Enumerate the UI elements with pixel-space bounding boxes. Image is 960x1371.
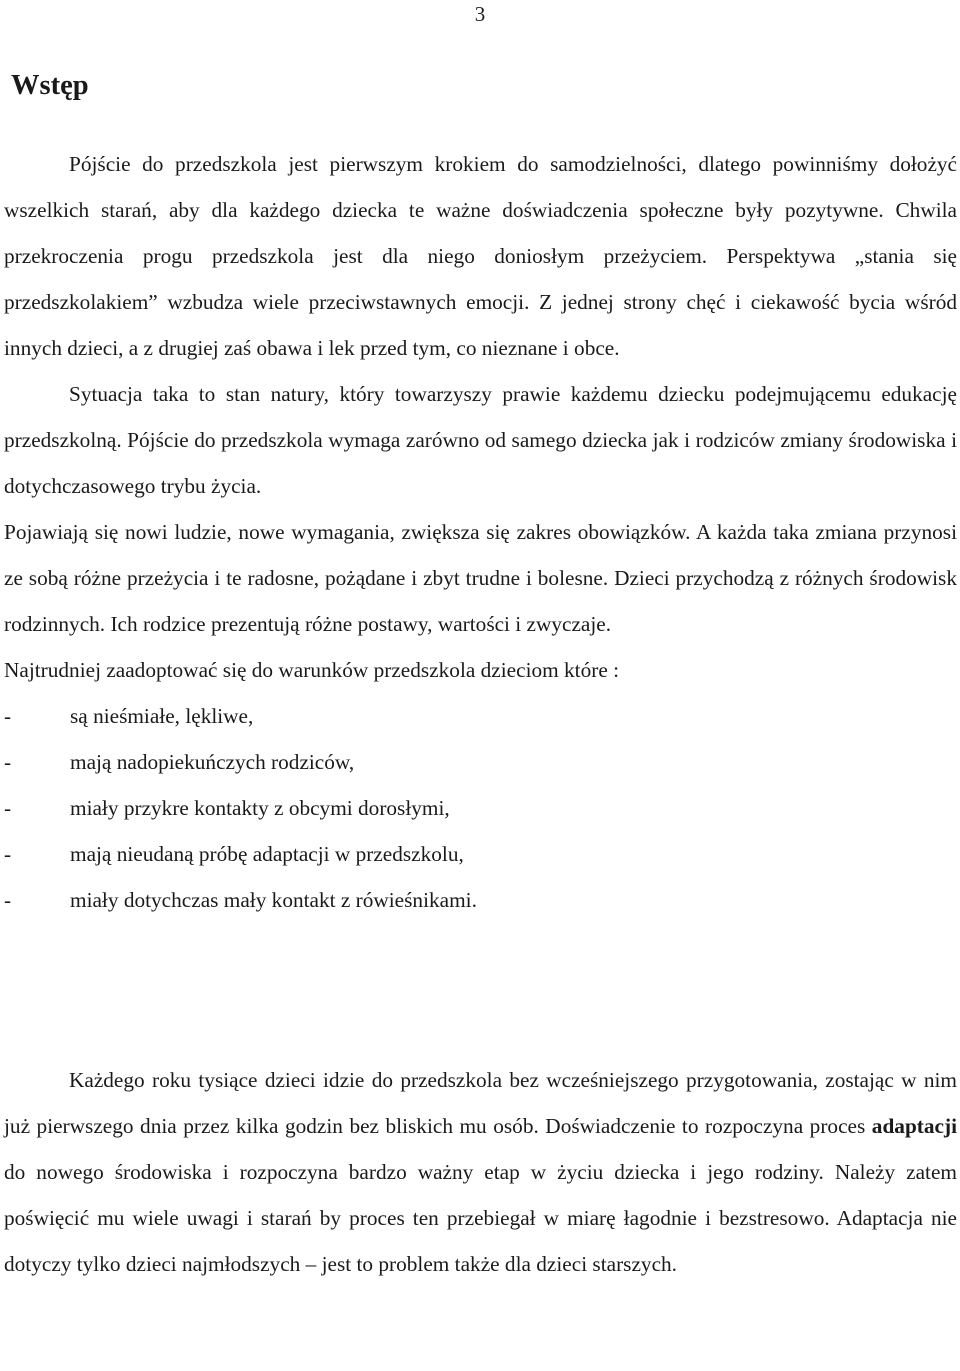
children-list [4, 693, 957, 923]
list-bullet: - [4, 796, 12, 820]
list-item [4, 739, 957, 785]
list-item-text: mają nadopiekuńczych rodziców, [70, 750, 355, 774]
list-bullet: - [4, 842, 12, 866]
list-bullet: - [4, 888, 12, 912]
paragraph-adaptation-text-a: Każdego roku tysiące dzieci idzie do przedszkola bez wcześniejszego przygotowania, zostając w nim już pierwszego dnia przez kilka godzin bez bliskich mu osób. Doświadczenie to rozpoczyna proces [4, 1068, 957, 1138]
list-item [4, 785, 957, 831]
adaptation-section [4, 1057, 957, 1287]
paragraph-adaptation-text-b: do nowego środowiska i rozpoczyna bardzo ważny etap w życiu dziecka i jego rodziny. Należy zatem poświęcić mu wiele uwagi i starań by proces ten przebiegał w miarę łagodnie i bezstresowo. Adaptacja nie dotyczy tylko dzieci najmłodszych – jest to problem także dla dzieci starszych. [4, 1160, 957, 1276]
list-item [4, 693, 957, 739]
page-number: 3 [474, 2, 486, 26]
paragraph-changes: Pojawiają się nowi ludzie, nowe wymagania, zwiększa się zakres obowiązków. A każda taka zmiana przynosi ze sobą różne przeżycia i te radosne, pożądane i zbyt trudne i bolesne. Dzieci przychodzą z różnych środowisk rodzinnych. Ich rodzice prezentują różne postawy, wartości i zwyczaje. [4, 520, 957, 636]
list-item-text: miały przykre kontakty z obcymi dorosłymi, [70, 796, 450, 820]
intro-section [4, 141, 957, 923]
list-item [4, 877, 957, 923]
list-item-text: miały dotychczas mały kontakt z rówieśnikami. [70, 888, 477, 912]
paragraph-adaptation [4, 1057, 957, 1287]
paragraph-list-intro: Najtrudniej zaadoptować się do warunków przedszkola dzieciom które : [4, 658, 620, 682]
list-item-text: są nieśmiałe, lękliwe, [70, 704, 254, 728]
paragraph-intro: Pójście do przedszkola jest pierwszym krokiem do samodzielności, dlatego powinniśmy dołożyć wszelkich starań, aby dla każdego dziecka te ważne doświadczenia społeczne były pozytywne. Chwila przekroczenia progu przedszkola jest dla niego doniosłym przeżyciem. Perspektywa „stania się przedszkolakiem” wzbudza wiele przeciwstawnych emocji. Z jednej strony chęć i ciekawość bycia wśród innych dzieci, a z drugiej zaś obawa i lek przed tym, co nieznane i obce. [4, 152, 957, 360]
list-item [4, 831, 957, 877]
adaptation-term: adaptacji [871, 1114, 957, 1138]
list-item-text: mają nieudaną próbę adaptacji w przedszkolu, [70, 842, 464, 866]
list-bullet: - [4, 750, 12, 774]
page-heading: Wstęp [11, 70, 89, 101]
list-bullet: - [4, 704, 12, 728]
paragraph-situation: Sytuacja taka to stan natury, który towarzyszy prawie każdemu dziecku podejmującemu edukację przedszkolną. Pójście do przedszkola wymaga zarówno od samego dziecka jak i rodziców zmiany środowiska i dotychczasowego trybu życia. [4, 382, 957, 498]
